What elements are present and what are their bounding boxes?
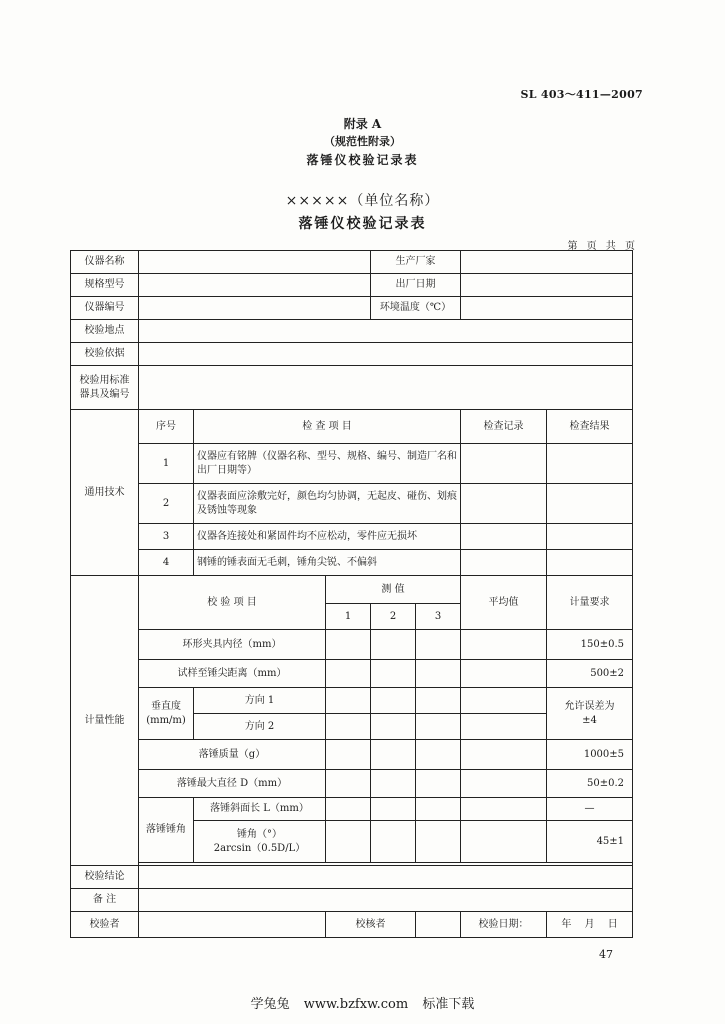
- sample-m3[interactable]: [416, 660, 461, 688]
- slope-m2[interactable]: [371, 798, 416, 821]
- normative-note: （规范性附录）: [324, 135, 401, 148]
- dir2-m3[interactable]: [416, 714, 461, 740]
- ring-m3[interactable]: [416, 630, 461, 660]
- angle-m1[interactable]: [326, 821, 371, 863]
- check-record-3[interactable]: [461, 524, 547, 550]
- label-standard: [71, 366, 139, 410]
- ring-m2[interactable]: [371, 630, 416, 660]
- header-measure-2: 2: [371, 604, 416, 630]
- field-manufacture-date[interactable]: [461, 274, 633, 297]
- check-record-2[interactable]: [461, 484, 547, 524]
- record-form: [70, 250, 632, 938]
- item-hammer-angle: 落锤锤角: [139, 798, 194, 863]
- mass-m2[interactable]: [371, 740, 416, 770]
- item-slope-length: 落锤斜面长 L（mm）: [194, 798, 326, 821]
- header-no: 序号: [139, 410, 194, 444]
- field-location[interactable]: [139, 320, 633, 343]
- header-measure-3: 3: [416, 604, 461, 630]
- maxdia-requirement: 50±0.2: [547, 770, 633, 798]
- dir2-avg[interactable]: [461, 714, 547, 740]
- label-checker: 校核者: [326, 912, 416, 938]
- label-manufacturer: 生产厂家: [371, 251, 461, 274]
- maxdia-avg[interactable]: [461, 770, 547, 798]
- field-manufacturer[interactable]: [461, 251, 633, 274]
- record-title: 落锤仪校验记录表: [306, 153, 419, 167]
- label-verify-date: 校验日期：: [461, 912, 547, 938]
- dir1-m3[interactable]: [416, 688, 461, 714]
- mass-avg[interactable]: [461, 740, 547, 770]
- dir2-m1[interactable]: [326, 714, 371, 740]
- check-no-3: 3: [139, 524, 194, 550]
- field-remarks[interactable]: [139, 889, 633, 912]
- angle-formula: 2arcsin（0.5D/L）: [213, 842, 306, 854]
- check-item-3: 仪器各连接处和紧固件均不应松动，零件应无损坏: [194, 524, 461, 550]
- maxdia-m1[interactable]: [326, 770, 371, 798]
- appendix-title: 附录 A: [343, 117, 382, 131]
- mass-m1[interactable]: [326, 740, 371, 770]
- sample-avg[interactable]: [461, 660, 547, 688]
- header-measured: 测 值: [326, 576, 461, 604]
- label-instrument-name: 仪器名称: [71, 251, 139, 274]
- check-item-1: 仪器应有铭牌（仪器名称、型号、规格、编号、制造厂名和出厂日期等）: [194, 444, 461, 484]
- field-standard[interactable]: [139, 366, 633, 410]
- ring-m1[interactable]: [326, 630, 371, 660]
- item-sample-distance: 试样至锤尖距离（mm）: [139, 660, 326, 688]
- field-instrument-name[interactable]: [139, 251, 371, 274]
- label-standard-line1: 校验用标准: [79, 375, 130, 386]
- dir2-m2[interactable]: [371, 714, 416, 740]
- header-verify-item: 校 验 项 目: [139, 576, 326, 630]
- page-count: 第 页 共 页: [567, 241, 635, 252]
- field-basis[interactable]: [139, 343, 633, 366]
- field-conclusion[interactable]: [139, 866, 633, 889]
- label-remarks: 备 注: [71, 889, 139, 912]
- sample-m1[interactable]: [326, 660, 371, 688]
- check-result-2[interactable]: [547, 484, 633, 524]
- ring-avg[interactable]: [461, 630, 547, 660]
- check-record-4[interactable]: [461, 550, 547, 576]
- sample-requirement: 500±2: [547, 660, 633, 688]
- check-item-2: 仪器表面应涂敷完好，颜色均匀协调，无起皮、碰伤、划痕及锈蚀等现象: [194, 484, 461, 524]
- slope-avg[interactable]: [461, 798, 547, 821]
- field-date-ymd[interactable]: 年 月 日: [547, 912, 633, 938]
- header-average: 平均值: [461, 576, 547, 630]
- mass-requirement: 1000±5: [547, 740, 633, 770]
- label-conclusion: 校验结论: [71, 866, 139, 889]
- angle-m3[interactable]: [416, 821, 461, 863]
- item-ring-diameter: 环形夹具内径（mm）: [139, 630, 326, 660]
- maxdia-m3[interactable]: [416, 770, 461, 798]
- item-direction-1: 方向 1: [194, 688, 326, 714]
- footer-watermark: 学兔兔 www.bzfxw.com 标准下载: [250, 997, 475, 1012]
- field-ambient-temp[interactable]: [461, 297, 633, 320]
- slope-m3[interactable]: [416, 798, 461, 821]
- angle-avg[interactable]: [461, 821, 547, 863]
- check-item-4: 钢锤的锤表面无毛刺，锤角尖锐、不偏斜: [194, 550, 461, 576]
- header-check-result: 检查结果: [547, 410, 633, 444]
- label-model: 规格型号: [71, 274, 139, 297]
- ring-requirement: 150±0.5: [547, 630, 633, 660]
- record-table: [70, 250, 633, 938]
- dir1-m2[interactable]: [371, 688, 416, 714]
- check-record-1[interactable]: [461, 444, 547, 484]
- label-ambient-temp: 环境温度（℃）: [371, 297, 461, 320]
- item-verticality: [139, 688, 194, 740]
- label-verifier: 校验者: [71, 912, 139, 938]
- section-metrology: 计量性能: [71, 576, 139, 866]
- label-standard-line2: 器具及编号: [79, 388, 130, 400]
- field-checker[interactable]: [416, 912, 461, 938]
- label-basis: 校验依据: [71, 343, 139, 366]
- check-no-2: 2: [139, 484, 194, 524]
- field-model[interactable]: [139, 274, 371, 297]
- slope-m1[interactable]: [326, 798, 371, 821]
- header-check-record: 检查记录: [461, 410, 547, 444]
- header-requirement: 计量要求: [547, 576, 633, 630]
- verticality-requirement: [547, 688, 633, 740]
- field-serial-no[interactable]: [139, 297, 371, 320]
- check-no-4: 4: [139, 550, 194, 576]
- field-verifier[interactable]: [139, 912, 326, 938]
- header-check-item: 检 查 项 目: [194, 410, 461, 444]
- standard-code: SL 403～411—2007: [520, 88, 643, 101]
- angle-m2[interactable]: [371, 821, 416, 863]
- item-hammer-mass: 落锤质量（g）: [139, 740, 326, 770]
- check-result-3[interactable]: [547, 524, 633, 550]
- item-angle: [194, 821, 326, 863]
- verticality-label: 垂直度: [151, 701, 181, 712]
- slope-requirement: —: [547, 798, 633, 821]
- verticality-req-line1: 允许误差为: [564, 701, 615, 712]
- check-result-1[interactable]: [547, 444, 633, 484]
- verticality-unit: (mm/m): [146, 714, 186, 726]
- angle-requirement: 45±1: [547, 821, 633, 863]
- mass-m3[interactable]: [416, 740, 461, 770]
- form-title: 落锤仪校验记录表: [298, 216, 427, 232]
- check-no-1: 1: [139, 444, 194, 484]
- item-direction-2: 方向 2: [194, 714, 326, 740]
- section-general: 通用技术: [71, 410, 139, 576]
- header-measure-1: 1: [326, 604, 371, 630]
- label-serial-no: 仪器编号: [71, 297, 139, 320]
- angle-label: 锤角（°）: [237, 829, 282, 840]
- dir1-m1[interactable]: [326, 688, 371, 714]
- item-hammer-max-diameter: 落锤最大直径 D（mm）: [139, 770, 326, 798]
- label-manufacture-date: 出厂日期: [371, 274, 461, 297]
- unit-name: ×××××（单位名称）: [285, 193, 440, 209]
- dir1-avg[interactable]: [461, 688, 547, 714]
- sample-m2[interactable]: [371, 660, 416, 688]
- check-result-4[interactable]: [547, 550, 633, 576]
- label-location: 校验地点: [71, 320, 139, 343]
- maxdia-m2[interactable]: [371, 770, 416, 798]
- page-number: 47: [599, 948, 613, 961]
- verticality-req-line2: ±4: [582, 714, 597, 726]
